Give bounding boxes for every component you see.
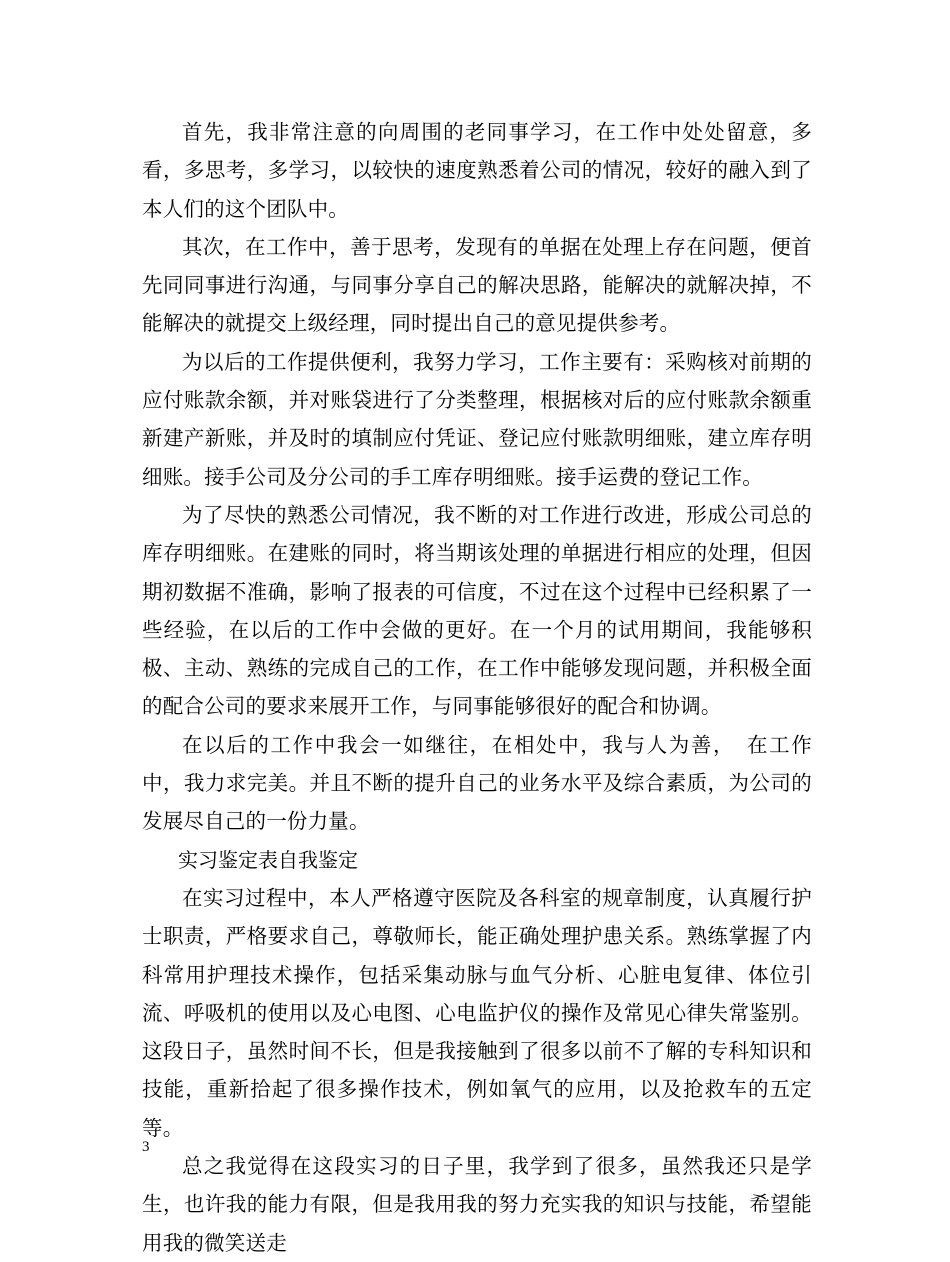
- paragraph-1: 首先，我非常注意的向周围的老同事学习，在工作中处处留意，多看，多思考，多学习，以较快的速度熟悉着公司的情况，较好的融入到了本人们的这个团队中。: [142, 120, 812, 221]
- document-body: [142, 113, 812, 1262]
- paragraph-6: 在实习过程中，本人严格遵守医院及各科室的规章制度，认真履行护士职责，严格要求自己，尊敬师长，能正确处理护患关系。熟练掌握了内科常用护理技术操作，包括采集动脉与血气分析、心脏电复律、体位引流、呼吸机的使用以及心电图、心电监护仪的操作及常见心律失常鉴别。这段日子，虽然时间不长，但是我接触到了很多以前不了解的专科知识和技能，重新拾起了很多操作技术，例如氧气的应用，以及抢救车的五定等。: [142, 885, 812, 1140]
- page-number: 3: [142, 1139, 150, 1155]
- paragraph-4: 为了尽快的熟悉公司情况，我不断的对工作进行改进，形成公司总的库存明细账。在建账的同时，将当期该处理的单据进行相应的处理，但因期初数据不准确，影响了报表的可信度，不过在这个过程中已经积累了一些经验，在以后的工作中会做的更好。在一个月的试用期间，我能够积极、主动、熟练的完成自己的工作，在工作中能够发现问题，并积极全面的配合公司的要求来展开工作，与同事能够很好的配合和协调。: [142, 502, 812, 719]
- paragraph-3: 为以后的工作提供便利，我努力学习，工作主要有：采购核对前期的应付账款余额，并对账袋进行了分类整理，根据核对后的应付账款余额重新建产新账，并及时的填制应付凭证、登记应付账款明细账，建立库存明细账。接手公司及分公司的手工库存明细账。接手运费的登记工作。: [142, 349, 812, 489]
- paragraph-2: 其次，在工作中，善于思考，发现有的单据在处理上存在问题，便首先同同事进行沟通，与同事分享自己的解决思路，能解决的就解决掉，不能解决的就提交上级经理，同时提出自己的意见提供参考。: [142, 234, 812, 336]
- paragraph-5: 在以后的工作中我会一如继往，在相处中，我与人为善， 在工作中，我力求完美。并且不断的提升自己的业务水平及综合素质，为公司的发展尽自己的一份力量。: [142, 732, 812, 834]
- paragraph-7: 总之我觉得在这段实习的日子里，我学到了很多，虽然我还只是学生，也许我的能力有限，但是我用我的努力充实我的知识与技能，希望能用我的微笑送走: [142, 1154, 812, 1255]
- section-heading: 实习鉴定表自我鉴定: [178, 847, 358, 872]
